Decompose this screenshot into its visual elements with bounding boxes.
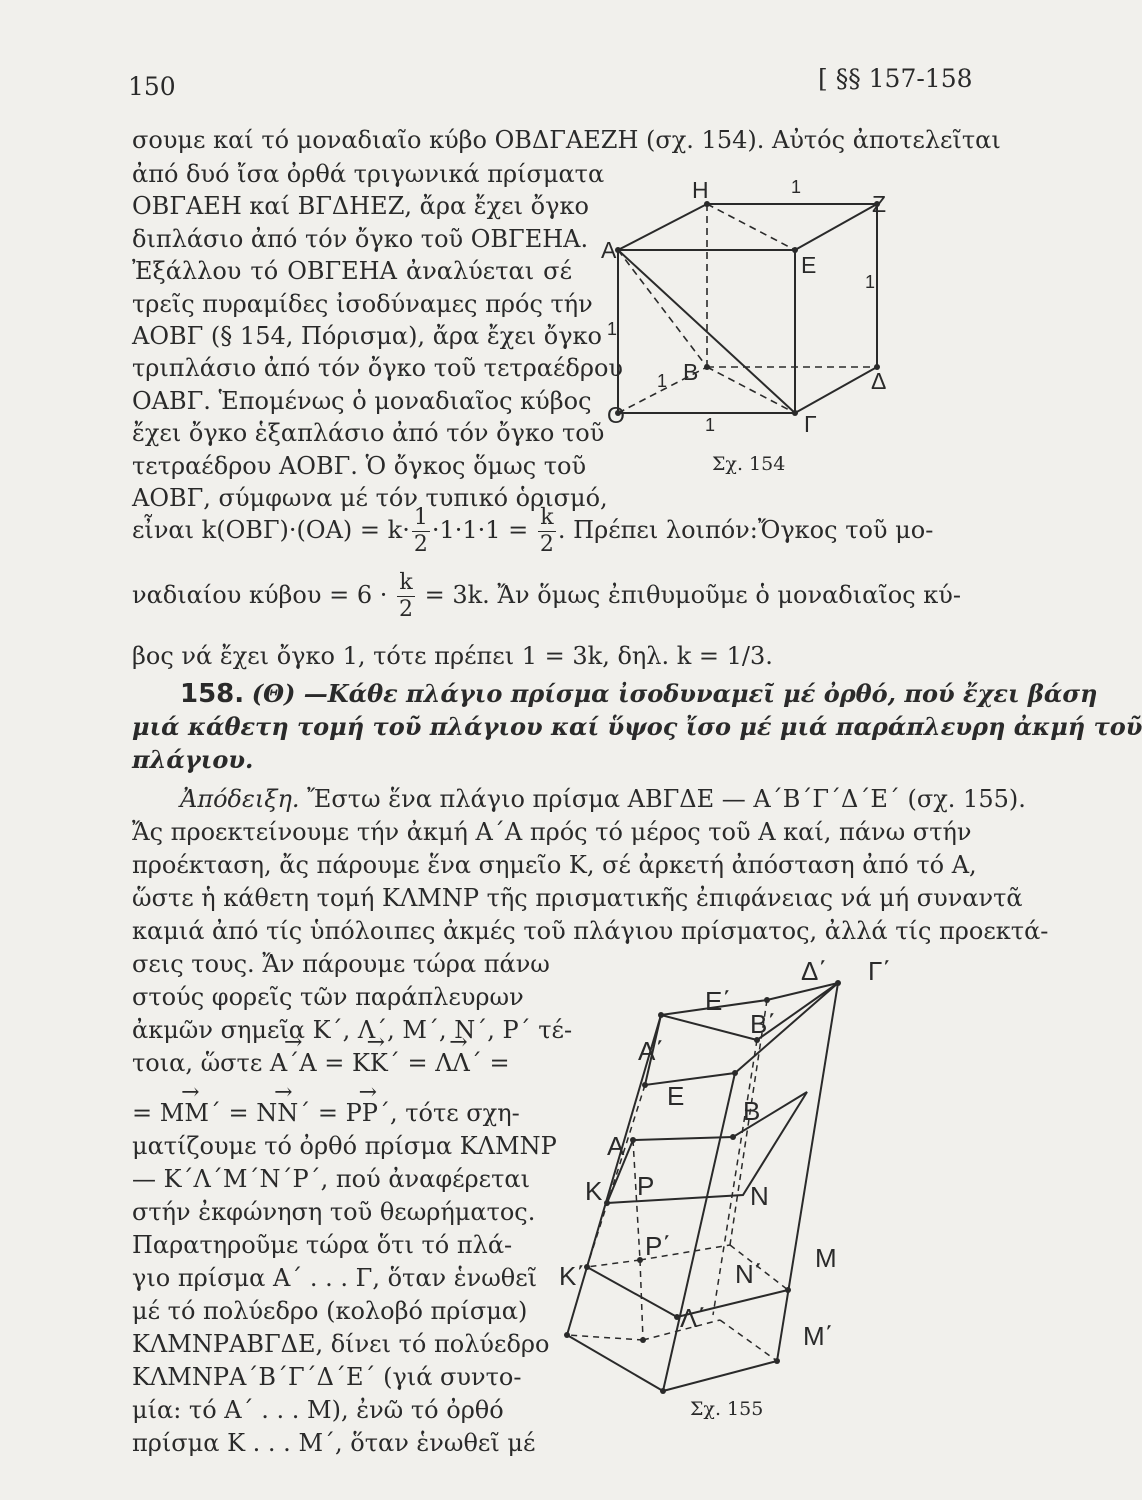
figure-154 xyxy=(595,175,895,437)
label-K-prime: Κ΄ xyxy=(559,1261,585,1291)
text-line: τριπλάσιο ἀπό τόν ὄγκο τοῦ τετραέδρου xyxy=(132,354,624,383)
text-line: γιο πρίσμα Α΄ . . . Γ, ὅταν ἑνωθεῖ xyxy=(132,1264,538,1292)
figure-154-caption: Σχ. 154 xyxy=(712,453,786,475)
page-number: 150 xyxy=(128,72,176,101)
label-M-prime: Μ΄ xyxy=(803,1321,834,1351)
proof-label: Ἀπόδειξη. xyxy=(180,785,300,813)
text-line: μέ τό πολύεδρο (κολοβό πρίσμα) xyxy=(132,1297,528,1325)
label-E: Ε xyxy=(801,252,817,278)
hidden-edge xyxy=(567,1335,643,1340)
text-line: ἔχει ὄγκο ἑξαπλάσιο ἀπό τόν ὄγκο τοῦ xyxy=(132,419,605,448)
text-line: στούς φορεῖς τῶν παράπλευρων xyxy=(132,983,524,1011)
edge xyxy=(795,367,877,413)
text-line: μία: τό Α΄ . . . Μ), ἐνῶ τό ὀρθό xyxy=(132,1396,504,1424)
edge-length-bottom: 1 xyxy=(705,415,716,435)
section-reference: [ §§ 157-158 xyxy=(818,64,973,93)
top-face xyxy=(645,983,838,1085)
text-line: σεις τους. Ἄν πάρουμε τώρα πάνω xyxy=(132,950,550,978)
label-B-prime: Β΄ xyxy=(750,1009,776,1039)
label-G: Γ xyxy=(804,411,817,437)
text-line: ΟΒΓΑΕΗ καί ΒΓΔΗΕΖ, ἄρα ἔχει ὄγκο xyxy=(132,192,589,221)
text-line: ἀπό δυό ἴσα ὀρθά τριγωνικά πρίσματα xyxy=(132,160,605,188)
text-line: ΚΛΜΝΡΑΒΓΔΕ, δίνει τό πολύεδρο xyxy=(132,1330,550,1358)
label-A: Α xyxy=(607,1131,625,1161)
text-line: Ἄς προεκτείνουμε τήν ἀκμή Α΄Α πρός τό μέρος τοῦ Α καί, πάνω στήν xyxy=(132,818,972,846)
label-B: Β xyxy=(683,359,699,385)
label-D: Δ xyxy=(871,368,887,394)
edge-length-right: 1 xyxy=(865,272,876,292)
label-L-prime: Λ΄ xyxy=(680,1303,707,1333)
text-line: πρίσμα Κ . . . Μ΄, ὅταν ἑνωθεῖ μέ xyxy=(132,1429,536,1457)
edge-length-mid: 1 xyxy=(657,371,668,391)
formula-line-1: εἶναι k(ΟΒΓ)·(ΟΑ) = k· $\frac{1}{2}$ ·1·1·1 = $\frac{k}{2}$ . Πρέπει λοιπόν:Ὄγκος τοῦ μο- xyxy=(132,505,934,557)
text-line: ΟΑΒΓ. Ἑπομένως ὁ μοναδιαῖος κύβος xyxy=(132,386,592,415)
text-line: — Κ΄Λ΄Μ΄Ν΄Ρ΄, πού ἀναφέρεται xyxy=(132,1165,530,1193)
text-line: βος νά ἔχει ὄγκο 1, τότε πρέπει 1 = 3k, δηλ. k = 1/3. xyxy=(132,642,773,670)
text-line: ἀκμῶν σημεῖα Κ΄, Λ΄, Μ΄, Ν΄, Ρ΄ τέ- xyxy=(132,1016,573,1044)
label-H: Η xyxy=(692,177,709,203)
label-Z: Ζ xyxy=(872,191,887,217)
text-line: τρεῖς πυραμίδες ἰσοδύναμες πρός τήν xyxy=(132,289,593,318)
hidden-edge xyxy=(587,1260,640,1267)
label-A-prime: Α΄ xyxy=(638,1036,664,1066)
label-N-prime: Ν΄ xyxy=(735,1259,763,1289)
text-line: τετραέδρου ΑΟΒΓ. Ὁ ὄγκος ὅμως τοῦ xyxy=(132,451,587,480)
hidden-edge xyxy=(618,250,707,367)
label-K: Κ xyxy=(585,1176,603,1206)
edge-length-left: 1 xyxy=(607,319,618,339)
text-line: ὥστε ἡ κάθετη τομή ΚΛΜΝΡ τῆς πρισματικῆς ἐπιφάνειας νά μή συναντᾶ xyxy=(132,884,1023,912)
label-G-prime: Γ΄ xyxy=(868,956,891,986)
lateral-edge xyxy=(777,983,838,1361)
label-N: Ν xyxy=(750,1181,769,1211)
text-line: Ἐξάλλου τό ΟΒΓΕΗΑ ἀναλύεται σέ xyxy=(132,257,572,286)
label-O: Ο xyxy=(607,402,625,428)
theorem-line-3: πλάγιου. xyxy=(132,745,254,774)
vector-line-2: = → ΜΜ΄ = → ΝΝ΄ = → ΡΡ΄, τότε σχη- xyxy=(132,1099,520,1127)
text-line: ματίζουμε τό ὀρθό πρίσμα ΚΛΜΝΡ xyxy=(132,1132,557,1160)
label-B: Β xyxy=(743,1096,761,1126)
edge xyxy=(618,204,707,250)
label-P: Ρ xyxy=(637,1171,655,1201)
section-edge xyxy=(587,1267,677,1317)
theorem-line-2: μιά κάθετη τομή τοῦ πλάγιου καί ὕψος ἴσο μέ μιά παράπλευρη ἀκμή τοῦ xyxy=(132,712,1142,741)
text-line: διπλάσιο ἀπό τόν ὄγκο τοῦ ΟΒΓΕΗΑ. xyxy=(132,224,589,253)
section-number: 158. xyxy=(180,679,245,709)
edge xyxy=(795,204,877,250)
lateral-edge xyxy=(663,1073,735,1391)
text-line: ΑΟΒΓ, σύμφωνα μέ τόν τυπικό ὁρισμό, xyxy=(132,484,608,512)
vector-line-1: τοια, ὥστε → Α΄Α = → ΚΚ΄ = → ΛΛ΄ = xyxy=(132,1049,510,1077)
section-edge xyxy=(567,1335,663,1391)
text-line: καμιά ἀπό τίς ὑπόλοιπες ἀκμές τοῦ πλάγιου πρίσματος, ἀλλά τίς προεκτά- xyxy=(132,917,1049,945)
theorem-line-1: 158. (Θ) —Κάθε πλάγιο πρίσμα ἰσοδυναμεῖ μέ ὀρθό, πού ἔχει βάση xyxy=(180,679,1098,709)
text-line: ΚΛΜΝΡΑ΄Β΄Γ΄Δ΄Ε΄ (γιά συντο- xyxy=(132,1363,522,1391)
label-A: Α xyxy=(601,237,617,263)
top-edge xyxy=(661,1015,757,1040)
figure-155 xyxy=(545,955,905,1395)
label-D-prime: Δ΄ xyxy=(801,956,828,986)
label-P-prime: Ρ΄ xyxy=(645,1231,671,1261)
text-line: προέκταση, ἄς πάρουμε ἕνα σημεῖο Κ, σέ ἀρκετή ἀπόσταση ἀπό τό Α, xyxy=(132,851,977,879)
proof-first-line: Ἀπόδειξη. Ἔστω ἕνα πλάγιο πρίσμα ΑΒΓΔΕ — Α΄Β΄Γ΄Δ΄Ε΄ (σχ. 155). xyxy=(180,785,1026,813)
hidden-edge xyxy=(720,1320,777,1361)
hidden-edge xyxy=(707,367,795,413)
label-M: Μ xyxy=(815,1243,837,1273)
text-line: ΑΟΒΓ (§ 154, Πόρισμα), ἄρα ἔχει ὄγκο xyxy=(132,322,602,350)
hidden-edge xyxy=(707,204,795,250)
edge-length-top: 1 xyxy=(791,177,802,197)
label-E-prime: Ε΄ xyxy=(705,986,731,1016)
formula-line-2: ναδιαίου κύβου = 6 · $\frac{k}{2}$ = 3k. Ἄν ὅμως ἐπιθυμοῦμε ὁ μοναδιαῖος κύ- xyxy=(132,570,961,622)
hidden-edge xyxy=(640,1260,643,1340)
text-line: Παρατηροῦμε τώρα ὅτι τό πλά- xyxy=(132,1231,513,1259)
figure-155-caption: Σχ. 155 xyxy=(690,1398,764,1420)
text-line: σουμε καί τό μοναδιαῖο κύβο ΟΒΔΓΑΕΖΗ (σχ. 154). Αὐτός ἀποτελεῖται xyxy=(132,126,1001,154)
diagonal xyxy=(618,250,795,413)
section-edge xyxy=(663,1361,777,1391)
text-line: στήν ἐκφώνηση τοῦ θεωρήματος. xyxy=(132,1198,536,1226)
label-E: Ε xyxy=(667,1081,685,1111)
